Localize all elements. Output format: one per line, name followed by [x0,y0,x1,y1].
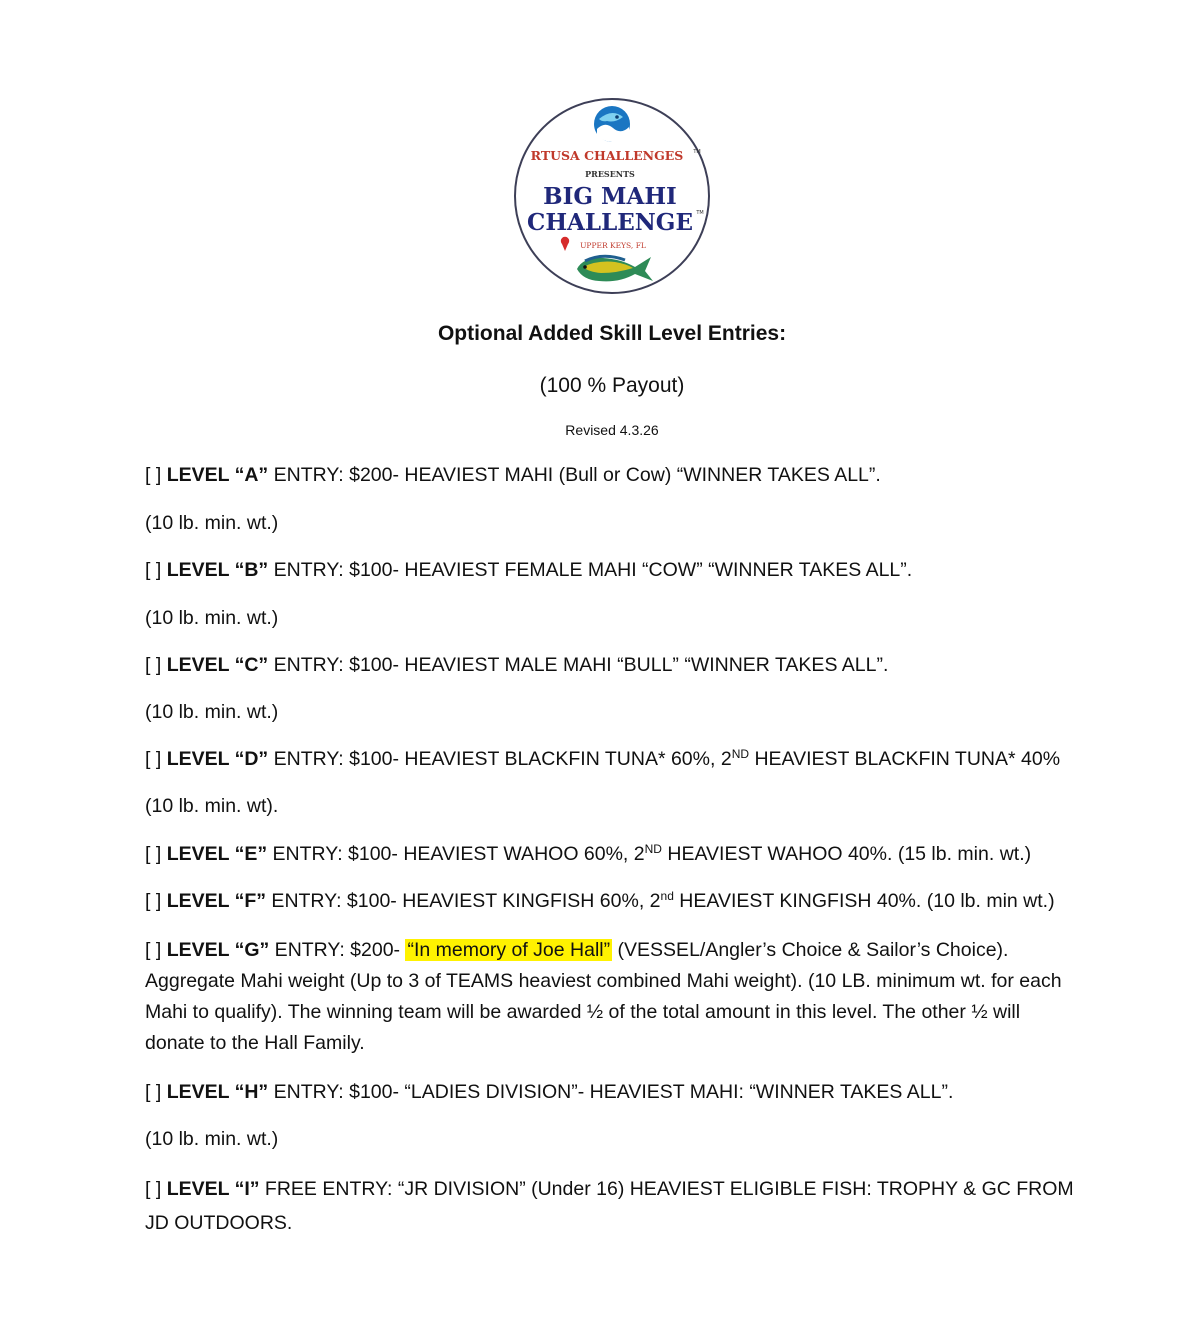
logo-title-line2: CHALLENGE [527,209,693,236]
level-b-min-weight: (10 lb. min. wt.) [145,607,279,629]
level-c-min-weight: (10 lb. min. wt.) [145,701,279,723]
level-f-checkbox[interactable]: [ ] [145,890,162,912]
level-c-checkbox[interactable]: [ ] [145,654,162,676]
page-title: Optional Added Skill Level Entries: [437,322,787,345]
level-g-text-2: (VESSEL/Angler’s Choice & Sailor’s Choice). Aggregate Mahi weight (Up to 3 of TEAMS heaviest combined Mahi weight). (10 LB. minimum wt. for each Mahi to qualify). The winning team will be awarded ½ of the total amount in this level. The other ½ will donate to the Hall Family. [145,939,1062,1054]
fish-wave-icon [594,106,630,142]
level-e-ordinal: ND [644,842,662,856]
level-d-entry [145,748,1060,771]
level-g-checkbox[interactable]: [ ] [145,939,162,961]
level-f-entry [145,890,1055,913]
level-g-memorial-highlight: “In memory of Joe Hall” [407,939,611,961]
level-d-checkbox[interactable]: [ ] [145,748,162,770]
level-b-entry [145,559,912,582]
level-f-ordinal: nd [660,889,674,903]
level-g-text: ENTRY: $200- [269,939,406,961]
level-e-checkbox[interactable]: [ ] [145,843,162,865]
logo-brand-text: RTUSA CHALLENGES [530,148,684,163]
level-i-label: LEVEL “I” [166,1178,260,1200]
level-d-text-2: HEAVIEST BLACKFIN TUNA* 40% [749,748,1061,770]
level-e-text: ENTRY: $100- HEAVIEST WAHOO 60%, 2 [267,843,645,865]
level-c-entry [145,654,888,677]
level-e-label: LEVEL “E” [166,843,268,865]
level-g-label: LEVEL “G” [166,939,270,961]
level-f-text-2: HEAVIEST KINGFISH 40%. (10 lb. min wt.) [673,890,1055,912]
level-f-label: LEVEL “F” [166,890,267,912]
revision-date: Revised 4.3.26 [565,422,659,438]
logo-tm-mark-2: TM [696,210,704,216]
level-a-checkbox[interactable]: [ ] [145,464,162,486]
level-c-label: LEVEL “C” [166,654,269,676]
logo-title-line1: BIG MAHI [543,183,677,210]
level-a-label: LEVEL “A” [166,464,269,486]
level-f-text: ENTRY: $100- HEAVIEST KINGFISH 60%, 2 [266,890,661,912]
level-e-entry [145,843,1031,866]
level-h-label: LEVEL “H” [166,1081,269,1103]
level-d-text: ENTRY: $100- HEAVIEST BLACKFIN TUNA* 60%, 2 [268,748,732,770]
level-d-min-weight: (10 lb. min. wt). [145,795,279,817]
level-e-text-2: HEAVIEST WAHOO 40%. (15 lb. min. wt.) [661,843,1032,865]
logo-tm-mark: TM [693,149,701,155]
level-i-text: FREE ENTRY: “JR DIVISION” (Under 16) HEAVIEST ELIGIBLE FISH: TROPHY & GC FROM JD OUTDOORS. [145,1178,1074,1234]
logo-presents-text: PRESENTS [585,169,635,179]
level-i-entry [145,1172,1085,1240]
level-h-checkbox[interactable]: [ ] [145,1081,162,1103]
level-c-text: ENTRY: $100- HEAVIEST MALE MAHI “BULL” “WINNER TAKES ALL”. [268,654,889,676]
level-h-text: ENTRY: $100- “LADIES DIVISION”- HEAVIEST MAHI: “WINNER TAKES ALL”. [268,1081,954,1103]
level-a-entry [145,464,881,487]
level-b-checkbox[interactable]: [ ] [145,559,162,581]
event-logo [513,97,711,295]
level-g-entry [145,935,1085,1059]
level-h-min-weight: (10 lb. min. wt.) [145,1128,279,1150]
level-a-min-weight: (10 lb. min. wt.) [145,512,279,534]
level-b-text: ENTRY: $100- HEAVIEST FEMALE MAHI “COW” “WINNER TAKES ALL”. [268,559,913,581]
logo-location-text: UPPER KEYS, FL [580,241,646,250]
level-b-label: LEVEL “B” [166,559,269,581]
level-a-text: ENTRY: $200- HEAVIEST MAHI (Bull or Cow) “WINNER TAKES ALL”. [268,464,881,486]
level-i-checkbox[interactable]: [ ] [145,1178,162,1200]
payout-note: (100 % Payout) [539,374,685,397]
level-h-entry [145,1081,953,1104]
level-d-ordinal: ND [731,747,750,761]
level-d-label: LEVEL “D” [166,748,269,770]
